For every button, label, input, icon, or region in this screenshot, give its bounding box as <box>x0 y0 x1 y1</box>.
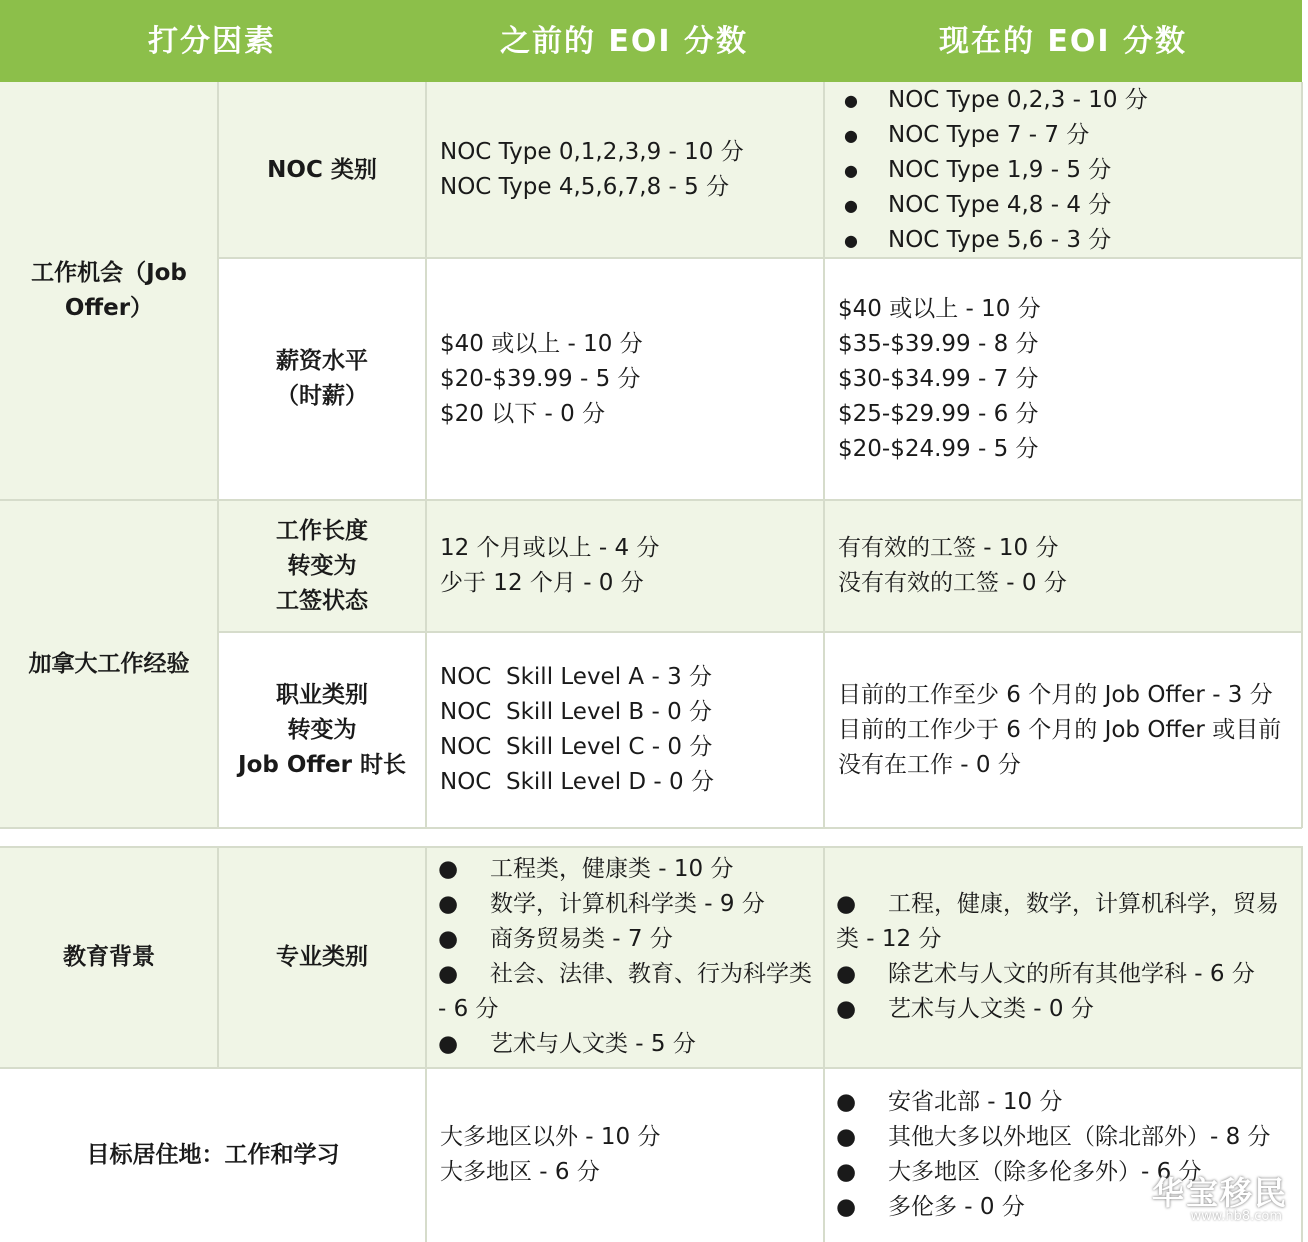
watermark-logo: 华宝移民 <box>1151 1174 1288 1212</box>
header-col-before: 之前的 EOI 分数 <box>424 0 824 82</box>
occupation-now <box>824 632 1302 828</box>
occupation-before-item: NOC Skill Level D - 0 分 <box>440 769 714 795</box>
header-col-now: 现在的 EOI 分数 <box>824 0 1302 82</box>
grid-line <box>1301 82 1303 828</box>
education-now <box>824 846 1302 1068</box>
factor-work-duration-label: 工作长度 <box>276 517 368 544</box>
noc-before <box>426 82 824 258</box>
factor-work-duration-label: 转变为 <box>287 552 357 579</box>
bullet-icon: ● <box>438 961 459 987</box>
grid-line <box>0 827 1302 829</box>
duration-now-item: 没有有效的工签 - 0 分 <box>838 570 1067 596</box>
category-residence <box>0 1068 426 1242</box>
education-now-item: ● 艺术与人文类 - 0 分 <box>836 992 1292 1027</box>
grid-line <box>425 846 427 1242</box>
wage-before-item: $20-$39.99 - 5 分 <box>440 365 641 392</box>
factor-work-duration-label: 工签状态 <box>276 587 368 614</box>
occupation-now-item: 目前的工作少于 6 个月的 Job Offer 或目前没有在工作 - 0 分 <box>838 716 1282 778</box>
grid-line <box>218 257 1302 259</box>
category-canada-work <box>0 500 218 828</box>
bullet-icon: ● <box>438 891 459 917</box>
grid-line <box>823 82 825 828</box>
factor-occupation-label: 职业类别 <box>276 681 368 708</box>
category-canada-work-label: 加拿大工作经验 <box>28 650 190 677</box>
occupation-now-item: 目前的工作至少 6 个月的 Job Offer - 3 分 <box>838 681 1273 708</box>
factor-wage <box>218 258 426 500</box>
factor-wage-label-1: 薪资水平 <box>276 348 368 374</box>
duration-before-item: 少于 12 个月 - 0 分 <box>440 570 644 596</box>
grid-line <box>823 846 825 1242</box>
noc-now-item: ● NOC Type 5,6 - 3 分 <box>836 223 1302 258</box>
wage-before-item: $20 以下 - 0 分 <box>440 400 606 427</box>
wage-before <box>426 258 824 500</box>
residence-now-item: ● 大多地区（除多伦多外）- 6 分 <box>836 1155 1292 1190</box>
factor-noc <box>218 82 426 258</box>
residence-now-item: ● 多伦多 - 0 分 <box>836 1190 1292 1225</box>
noc-now-item: ● NOC Type 4,8 - 4 分 <box>836 188 1302 223</box>
residence-now-item: ● 安省北部 - 10 分 <box>836 1085 1292 1120</box>
education-before-item: ● 工程类，健康类 - 10 分 <box>438 852 816 887</box>
category-education <box>0 846 218 1068</box>
section-gap <box>0 828 1302 846</box>
category-residence-label: 目标居住地：工作和学习 <box>86 1141 340 1168</box>
bullet-icon: ● <box>836 1089 857 1115</box>
duration-now-item: 有有效的工签 - 10 分 <box>838 535 1059 561</box>
factor-occupation-label: Job Offer 时长 <box>238 751 406 778</box>
duration-before <box>426 500 824 632</box>
grid-line <box>1301 846 1303 1242</box>
category-job-offer-label: 工作机会（Job Offer） <box>31 260 187 321</box>
category-education-label: 教育背景 <box>63 943 155 970</box>
occupation-before-item: NOC Skill Level A - 3 分 <box>440 664 713 690</box>
education-now-item: ● 工程，健康，数学，计算机科学，贸易类 - 12 分 <box>836 887 1292 957</box>
bullet-icon: ● <box>836 891 857 917</box>
bullet-icon: ● <box>438 1031 459 1057</box>
grid-line <box>0 846 1302 848</box>
residence-before-item: 大多地区以外 - 10 分 <box>440 1124 661 1150</box>
residence-before <box>426 1068 824 1242</box>
noc-now-item: ● NOC Type 1,9 - 5 分 <box>836 153 1302 188</box>
wage-now-item: $30-$34.99 - 7 分 <box>838 365 1039 392</box>
occupation-before-item: NOC Skill Level C - 0 分 <box>440 734 713 760</box>
noc-now-item: ● NOC Type 7 - 7 分 <box>836 118 1302 153</box>
wage-now-item: $35-$39.99 - 8 分 <box>838 330 1039 357</box>
wage-now-item: $40 或以上 - 10 分 <box>838 295 1041 322</box>
residence-before-item: 大多地区 - 6 分 <box>440 1159 600 1185</box>
education-before <box>426 846 824 1068</box>
occupation-before-item: NOC Skill Level B - 0 分 <box>440 699 713 725</box>
noc-now-item: ● NOC Type 0,2,3 - 10 分 <box>836 83 1302 118</box>
wage-now-item: $20-$24.99 - 5 分 <box>838 435 1039 462</box>
duration-before-item: 12 个月或以上 - 4 分 <box>440 535 660 561</box>
grid-line <box>425 82 427 828</box>
education-now-item: ● 除艺术与人文的所有其他学科 - 6 分 <box>836 957 1292 992</box>
factor-noc-label: NOC 类别 <box>267 156 377 183</box>
header-col-factor: 打分因素 <box>0 0 424 82</box>
residence-now-item: ● 其他大多以外地区（除北部外）- 8 分 <box>836 1120 1292 1155</box>
factor-wage-label-2: （时薪） <box>276 383 368 409</box>
watermark-url: www.hb8.com <box>1190 1209 1282 1224</box>
bullet-icon: ● <box>836 1159 857 1185</box>
category-job-offer <box>0 82 218 500</box>
factor-occupation <box>218 632 426 828</box>
grid-line <box>217 846 219 1068</box>
bullet-icon: ● <box>836 1124 857 1150</box>
education-before-item: ● 艺术与人文类 - 5 分 <box>438 1027 816 1062</box>
grid-line <box>0 1067 1302 1069</box>
education-before-item: ● 社会、法律、教育、行为科学类 - 6 分 <box>438 957 816 1027</box>
duration-now <box>824 500 1302 632</box>
factor-work-duration <box>218 500 426 632</box>
noc-before-item: NOC Type 0,1,2,3,9 - 10 分 <box>440 139 744 165</box>
noc-before-item: NOC Type 4,5,6,7,8 - 5 分 <box>440 174 730 200</box>
bullet-icon: ● <box>836 1194 857 1220</box>
grid-line <box>0 499 1302 501</box>
education-before-item: ● 商务贸易类 - 7 分 <box>438 922 816 957</box>
factor-major <box>218 846 426 1068</box>
factor-major-label: 专业类别 <box>276 943 368 970</box>
grid-line <box>217 82 219 828</box>
wage-before-item: $40 或以上 - 10 分 <box>440 330 643 357</box>
education-before-item: ● 数学，计算机科学类 - 9 分 <box>438 887 816 922</box>
bullet-icon: ● <box>438 926 459 952</box>
noc-now <box>824 82 1302 258</box>
wage-now <box>824 258 1302 500</box>
factor-occupation-label: 转变为 <box>287 716 357 743</box>
bullet-icon: ● <box>438 856 459 882</box>
bullet-icon: ● <box>836 961 857 987</box>
grid-line <box>218 631 1302 633</box>
bullet-icon: ● <box>836 996 857 1022</box>
occupation-before <box>426 632 824 828</box>
wage-now-item: $25-$29.99 - 6 分 <box>838 400 1039 427</box>
